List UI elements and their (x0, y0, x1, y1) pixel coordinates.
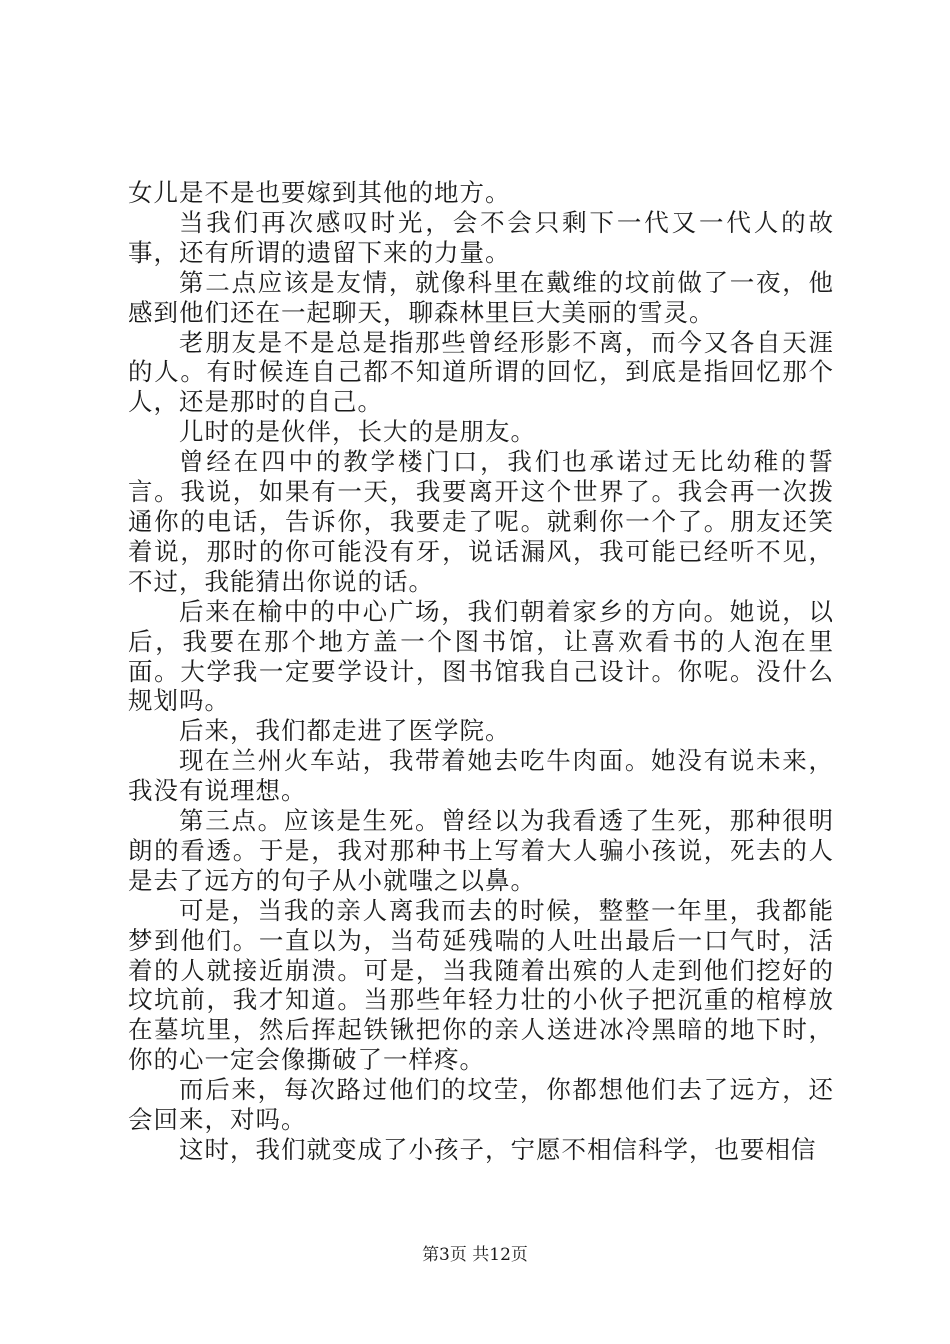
paragraph-7: 后来在榆中的中心广场，我们朝着家乡的方向。她说，以后，我要在那个地方盖一个图书馆，让喜欢看书的人泡在里面。大学我一定要学设计，图书馆我自己设计。你呢。没什么规划吗。 (128, 596, 834, 716)
paragraph-8: 后来，我们都走进了医学院。 (179, 716, 511, 746)
paragraph-12: 而后来，每次路过他们的坟茔，你都想他们去了远方，还会回来，对吗。 (128, 1075, 834, 1135)
paragraph-4: 老朋友是不是总是指那些曾经形影不离，而今又各自天涯的人。有时候连自己都不知道所谓的回忆，到底是指回忆那个人，还是那时的自己。 (128, 327, 834, 417)
paragraph-11: 可是，当我的亲人离我而去的时候，整整一年里，我都能梦到他们。一直以为，当苟延残喘的人吐出最后一口气时，活着的人就接近崩溃。可是，当我随着出殡的人走到他们挖好的坟坑前，我才知道。当那些年轻力壮的小伙子把沉重的棺椁放在墓坑里，然后挥起铁锹把你的亲人送进冰冷黑暗的地下时，你的心一定会像撕破了一样疼。 (128, 895, 834, 1075)
paragraph-13: 这时，我们就变成了小孩子，宁愿不相信科学，也要相信 (179, 1135, 817, 1164)
paragraph-1: 女儿是不是也要嫁到其他的地方。 (128, 178, 511, 207)
paragraph-3: 第二点应该是友情，就像科里在戴维的坟前做了一夜，他感到他们还在一起聊天，聊森林里巨大美丽的雪灵。 (128, 267, 834, 327)
paragraph-9: 现在兰州火车站，我带着她去吃牛肉面。她没有说未来，我没有说理想。 (128, 746, 834, 806)
page-footer (0, 1244, 950, 1266)
paragraph-5: 儿时的是伙伴，长大的是朋友。 (179, 417, 536, 447)
page-number-label: 第3页 共12页 (422, 1245, 528, 1265)
paragraph-10: 第三点。应该是生死。曾经以为我看透了生死，那种很明朗的看透。于是，我对那种书上写着大人骗小孩说，死去的人是去了远方的句子从小就嗤之以鼻。 (128, 806, 834, 895)
paragraph-2: 当我们再次感叹时光，会不会只剩下一代又一代人的故事，还有所谓的遗留下来的力量。 (128, 207, 834, 267)
document-body (128, 178, 834, 1165)
paragraph-6: 曾经在四中的教学楼门口，我们也承诺过无比幼稚的誓言。我说，如果有一天，我要离开这个世界了。我会再一次拨通你的电话，告诉你，我要走了呢。就剩你一个了。朋友还笑着说，那时的你可能没有牙，说话漏风，我可能已经听不见，不过，我能猜出你说的话。 (128, 447, 834, 596)
